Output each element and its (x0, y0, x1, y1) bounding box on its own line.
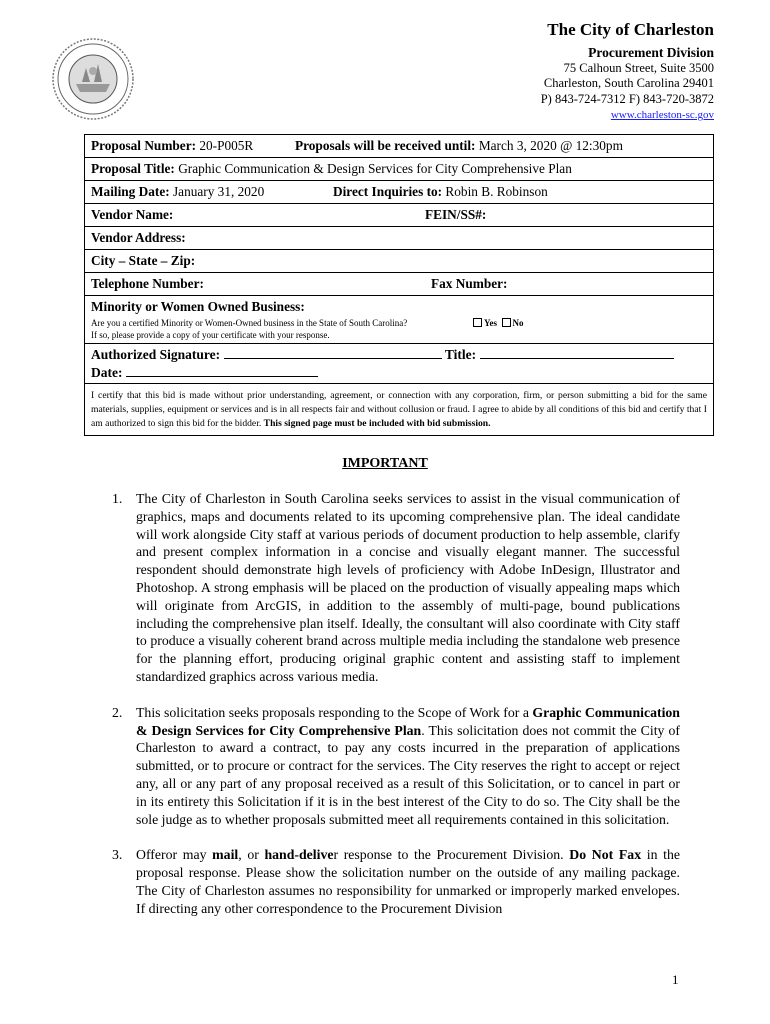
certification-text (85, 384, 713, 435)
item-text: Offeror may (136, 847, 213, 863)
inquiries-value: Robin B. Robinson (445, 184, 548, 199)
city-state-zip-address: Charleston, South Carolina 29401 (543, 76, 714, 91)
city-name: The City of Charleston (547, 20, 714, 39)
item-number: 1. (112, 491, 123, 506)
letterhead (541, 20, 714, 122)
minority-row (85, 296, 713, 344)
proposal-title-row (85, 158, 713, 181)
item-text: r response to the Procurement Division. (333, 847, 570, 863)
item-text: , or (238, 847, 265, 863)
website-link[interactable]: www.charleston-sc.gov (610, 108, 714, 121)
item-text-bold: Graphic Communication & Design Services for City Comprehensive Plan (136, 704, 680, 738)
item-number: 3. (112, 847, 123, 863)
date-label: Date: (91, 365, 123, 380)
list-item (112, 846, 680, 917)
item-text: in the proposal response. Please show the solicitation number on the outside of any mailing package. The City of Charleston assumes no responsibility for unmarked or improperly marked envelopes. If directing any other correspondence to the Procurement Division (136, 847, 680, 916)
proposal-number-row (85, 135, 713, 158)
important-heading: IMPORTANT (342, 456, 428, 471)
important-list (112, 490, 680, 936)
city-state-zip-label: City – State – Zip: (91, 253, 196, 268)
telephone-row[interactable] (85, 273, 713, 296)
signature-line[interactable] (224, 346, 442, 359)
fax-label: Fax Number: (431, 276, 508, 291)
list-item (112, 704, 680, 829)
mailing-date-label: Mailing Date: (91, 184, 170, 199)
proposal-number-value: 20-P005R (199, 138, 254, 153)
proposal-form (84, 134, 714, 436)
proposal-title-value: Graphic Communication & Design Services for City Comprehensive Plan (178, 161, 572, 176)
no-label: No (512, 318, 524, 328)
date-line[interactable] (126, 364, 318, 377)
proposal-number-label: Proposal Number: (91, 138, 197, 153)
mailing-row (85, 181, 713, 204)
certification-body: I certify that this bid is made without prior understanding, agreement, or connection with any corporation, firm, or person submitting a bid for the same materials, supplies, equipment or services and is in all respects fair and without collusion or fraud. I agree to abide by all conditions of this bid and certify that I am authorized to sign this bid for the bidder. (91, 390, 707, 429)
city-seal-logo (52, 38, 134, 120)
vendor-name-row[interactable] (85, 204, 713, 227)
vendor-address-row[interactable] (85, 227, 713, 250)
vendor-address-label: Vendor Address: (91, 230, 186, 245)
division-name: Procurement Division (588, 44, 714, 60)
list-item (112, 490, 680, 686)
street-address: 75 Calhoun Street, Suite 3500 (563, 61, 714, 76)
item-number: 2. (112, 704, 123, 720)
yes-label: Yes (484, 318, 497, 328)
phone-fax: P) 843-724-7312 F) 843-720-3872 (540, 91, 714, 106)
fein-label: FEIN/SS#: (425, 207, 487, 222)
item-text-bold: hand-delive (264, 847, 334, 863)
page-number: 1 (672, 972, 679, 987)
signature-row (85, 344, 713, 384)
proposal-title-label: Proposal Title: (91, 161, 175, 176)
minority-note: If so, please provide a copy of your certificate with your response. (91, 330, 330, 340)
received-until-label: Proposals will be received until: (295, 138, 476, 153)
certification-bold: This signed page must be included with bid submission. (263, 418, 491, 429)
item-text: . This solicitation does not commit the City of Charleston to award a contract, to pay any costs incurred in the preparation of applications submitted, or to procure or contract for the services. The City reserves the right to accept or reject any, all or any part of any proposal received as a result of this Solicitation, or to cancel in part or in its entirety this Solicitation if it is in the best interest of the City to do so. The City shall be the sole judge as to whether proposals submitted meet all requirements contained in this solicitation. (136, 722, 680, 827)
inquiries-label: Direct Inquiries to: (333, 184, 443, 199)
item-text-bold: Do Not Fax (569, 847, 642, 863)
title-signature-label: Title: (444, 347, 477, 362)
vendor-name-label: Vendor Name: (91, 207, 174, 222)
received-until-value: March 3, 2020 @ 12:30pm (478, 138, 623, 153)
item-text: This solicitation seeks proposals responding to the Scope of Work for a (136, 704, 533, 720)
yes-checkbox[interactable] (473, 318, 482, 327)
minority-question: Are you a certified Minority or Women-Owned business in the State of South Carolina? (91, 318, 408, 328)
minority-label: Minority or Women Owned Business: (91, 299, 305, 314)
title-line[interactable] (480, 346, 674, 359)
item-text: The City of Charleston in South Carolina seeks services to assist in the visual communication of graphics, maps and documents related to its upcoming comprehensive plan. The ideal candidate will work alongside City staff at various periods of document production to help assemble, clarify and present complex information in a concise and visually elegant manner. The successful respondent should demonstrate high levels of proficiency with Adobe InDesign, Illustrator and Photoshop. A strong emphasis will be placed on the production of visually appealing maps which will originate from ArcGIS, in addition to the assembly of multi-page, bound publications including the comprehensive plan itself. Ideally, the consultant will also coordinate with City staff to produce a visually coherent brand across multiple media including the standalone web presence for the planning effort, producing original graphic content and assisting staff to implement standardized graphics across various media. (136, 491, 680, 684)
no-checkbox[interactable] (502, 318, 511, 327)
item-text-bold: mail (212, 847, 239, 863)
signature-label: Authorized Signature: (91, 347, 221, 362)
city-state-zip-row[interactable] (85, 250, 713, 273)
mailing-date-value: January 31, 2020 (173, 184, 265, 199)
telephone-label: Telephone Number: (91, 276, 204, 291)
